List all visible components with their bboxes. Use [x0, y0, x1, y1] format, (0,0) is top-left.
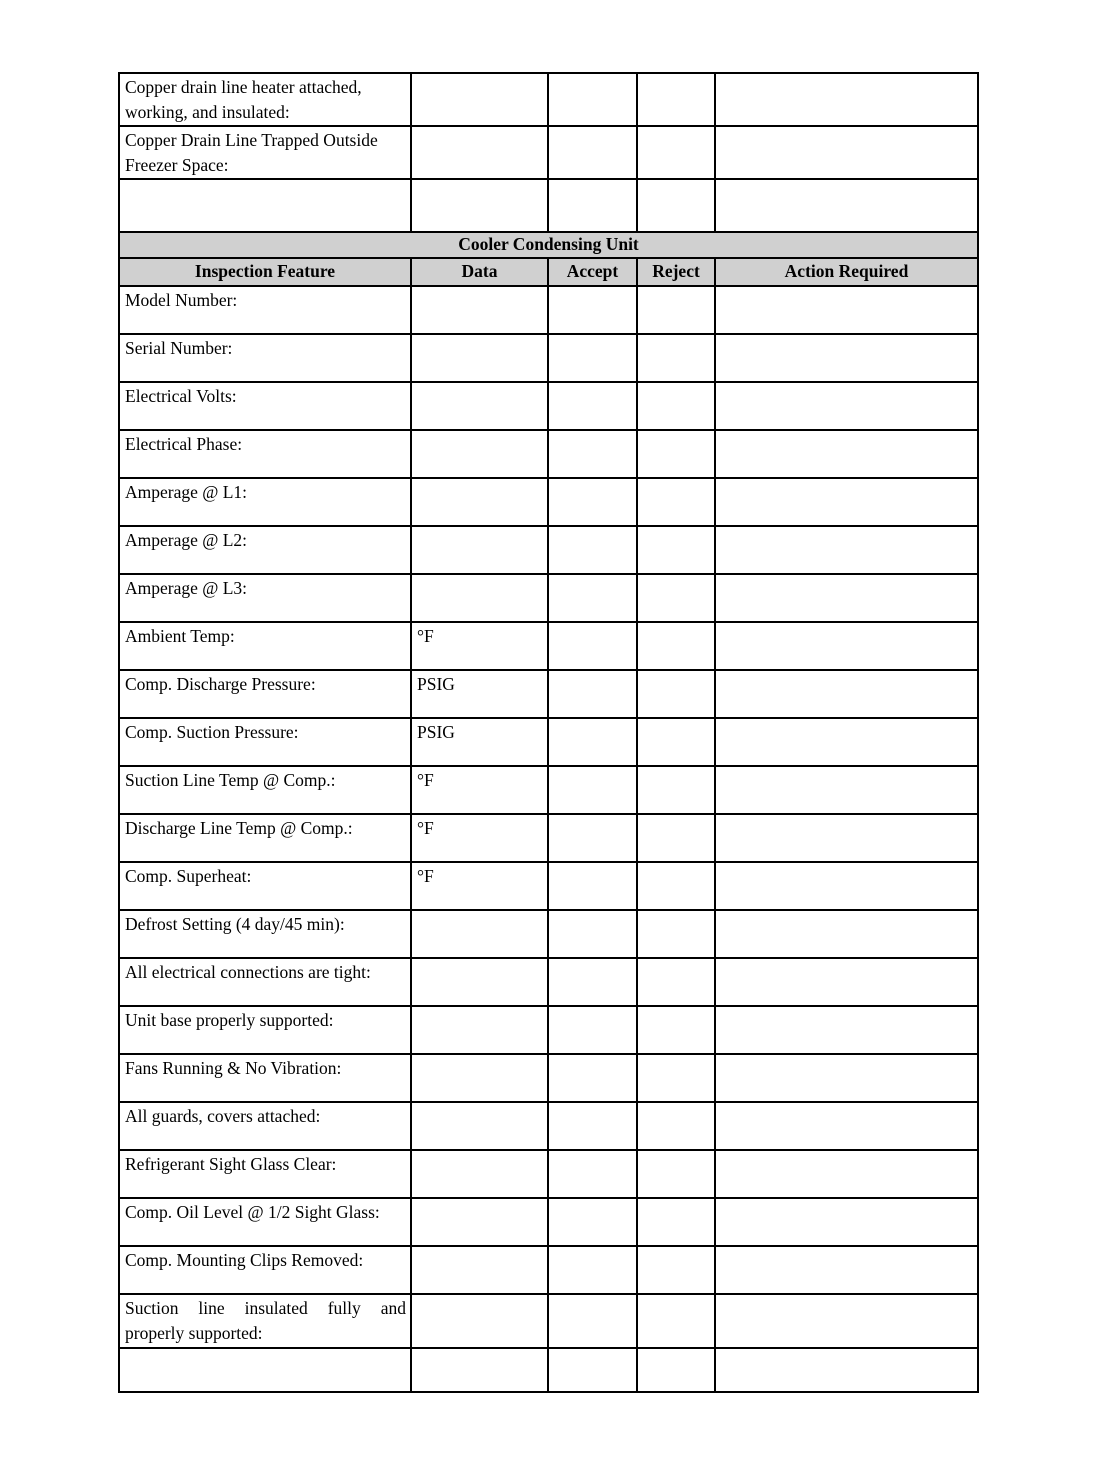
data-cell: [411, 430, 548, 478]
inspection-feature-cell: Comp. Mounting Clips Removed:: [119, 1246, 411, 1294]
accept-cell: [548, 1294, 637, 1348]
inspection-feature-cell: Serial Number:: [119, 334, 411, 382]
reject-cell: [637, 430, 715, 478]
table-row: [119, 1054, 978, 1102]
reject-cell: [637, 862, 715, 910]
accept-cell: [548, 910, 637, 958]
column-header-reject: Reject: [637, 258, 715, 286]
accept-cell: [548, 1102, 637, 1150]
section-band-row: [119, 232, 978, 258]
accept-cell: [548, 958, 637, 1006]
accept-cell: [548, 1198, 637, 1246]
reject-cell: [637, 179, 715, 232]
action-required-cell: [715, 910, 978, 958]
inspection-feature-cell: All electrical connections are tight:: [119, 958, 411, 1006]
inspection-feature-cell: Amperage @ L2:: [119, 526, 411, 574]
data-cell: [411, 526, 548, 574]
accept-cell: [548, 1006, 637, 1054]
accept-cell: [548, 718, 637, 766]
action-required-cell: [715, 286, 978, 334]
data-cell: [411, 179, 548, 232]
reject-cell: [637, 1150, 715, 1198]
action-required-cell: [715, 1006, 978, 1054]
data-cell: [411, 1006, 548, 1054]
accept-cell: [548, 179, 637, 232]
inspection-feature-cell: Ambient Temp:: [119, 622, 411, 670]
inspection-feature-cell: Comp. Suction Pressure:: [119, 718, 411, 766]
accept-cell: [548, 382, 637, 430]
inspection-feature-cell: All guards, covers attached:: [119, 1102, 411, 1150]
table-row: [119, 430, 978, 478]
accept-cell: [548, 73, 637, 126]
inspection-rows: [119, 286, 978, 1392]
table-row: [119, 1150, 978, 1198]
reject-cell: [637, 910, 715, 958]
inspection-feature-cell: Comp. Superheat:: [119, 862, 411, 910]
reject-cell: [637, 526, 715, 574]
table-row: [119, 73, 978, 126]
table-row: [119, 958, 978, 1006]
accept-cell: [548, 126, 637, 179]
action-required-cell: [715, 1102, 978, 1150]
reject-cell: [637, 478, 715, 526]
reject-cell: [637, 1294, 715, 1348]
accept-cell: [548, 862, 637, 910]
data-cell: [411, 1054, 548, 1102]
table-row: [119, 334, 978, 382]
column-header-action-required: Action Required: [715, 258, 978, 286]
data-cell: [411, 910, 548, 958]
reject-cell: [637, 334, 715, 382]
inspection-feature-cell: Unit base properly supported:: [119, 1006, 411, 1054]
accept-cell: [548, 1150, 637, 1198]
column-header-accept: Accept: [548, 258, 637, 286]
action-required-cell: [715, 126, 978, 179]
accept-cell: [548, 766, 637, 814]
data-cell: [411, 1150, 548, 1198]
action-required-cell: [715, 334, 978, 382]
column-header-inspection-feature: Inspection Feature: [119, 258, 411, 286]
reject-cell: [637, 1102, 715, 1150]
reject-cell: [637, 286, 715, 334]
reject-cell: [637, 574, 715, 622]
accept-cell: [548, 1054, 637, 1102]
data-cell: [411, 126, 548, 179]
inspection-feature-cell: Amperage @ L3:: [119, 574, 411, 622]
table-row: [119, 910, 978, 958]
inspection-feature-cell: Model Number:: [119, 286, 411, 334]
accept-cell: [548, 430, 637, 478]
action-required-cell: [715, 526, 978, 574]
action-required-cell: [715, 718, 978, 766]
accept-cell: [548, 670, 637, 718]
reject-cell: [637, 814, 715, 862]
accept-cell: [548, 286, 637, 334]
data-cell: °F: [411, 862, 548, 910]
table-row: [119, 718, 978, 766]
section-title: Cooler Condensing Unit: [119, 232, 978, 258]
table-row: [119, 478, 978, 526]
data-cell: °F: [411, 622, 548, 670]
reject-cell: [637, 718, 715, 766]
reject-cell: [637, 1348, 715, 1392]
data-cell: [411, 574, 548, 622]
reject-cell: [637, 1054, 715, 1102]
inspection-feature-cell: Fans Running & No Vibration:: [119, 1054, 411, 1102]
action-required-cell: [715, 1348, 978, 1392]
reject-cell: [637, 1246, 715, 1294]
action-required-cell: [715, 382, 978, 430]
data-cell: [411, 1294, 548, 1348]
section-header: [119, 232, 978, 286]
inspection-feature-cell: Suction line insulated fully and properly supported:: [119, 1294, 411, 1348]
reject-cell: [637, 382, 715, 430]
action-required-cell: [715, 430, 978, 478]
action-required-cell: [715, 73, 978, 126]
action-required-cell: [715, 622, 978, 670]
data-cell: [411, 958, 548, 1006]
accept-cell: [548, 334, 637, 382]
action-required-cell: [715, 670, 978, 718]
action-required-cell: [715, 1150, 978, 1198]
table-row: [119, 1102, 978, 1150]
inspection-feature-cell: [119, 179, 411, 232]
reject-cell: [637, 73, 715, 126]
inspection-feature-cell: Refrigerant Sight Glass Clear:: [119, 1150, 411, 1198]
action-required-cell: [715, 1246, 978, 1294]
data-cell: [411, 286, 548, 334]
accept-cell: [548, 622, 637, 670]
data-cell: [411, 73, 548, 126]
data-cell: °F: [411, 766, 548, 814]
table-row: [119, 1348, 978, 1392]
data-cell: [411, 478, 548, 526]
table-row: [119, 1294, 978, 1348]
action-required-cell: [715, 478, 978, 526]
data-cell: [411, 1348, 548, 1392]
inspection-feature-cell: Discharge Line Temp @ Comp.:: [119, 814, 411, 862]
inspection-feature-cell: Electrical Phase:: [119, 430, 411, 478]
table-row: [119, 1006, 978, 1054]
data-cell: [411, 1198, 548, 1246]
data-cell: PSIG: [411, 670, 548, 718]
table-row: [119, 574, 978, 622]
reject-cell: [637, 958, 715, 1006]
action-required-cell: [715, 862, 978, 910]
action-required-cell: [715, 1054, 978, 1102]
table-row: [119, 622, 978, 670]
pre-section-rows: [119, 73, 978, 232]
accept-cell: [548, 814, 637, 862]
table-row: [119, 179, 978, 232]
table-row: [119, 862, 978, 910]
action-required-cell: [715, 179, 978, 232]
action-required-cell: [715, 766, 978, 814]
accept-cell: [548, 1246, 637, 1294]
action-required-cell: [715, 574, 978, 622]
inspection-feature-cell: Amperage @ L1:: [119, 478, 411, 526]
data-cell: [411, 1102, 548, 1150]
table-row: [119, 126, 978, 179]
reject-cell: [637, 670, 715, 718]
table-row: [119, 1198, 978, 1246]
action-required-cell: [715, 814, 978, 862]
action-required-cell: [715, 1294, 978, 1348]
accept-cell: [548, 526, 637, 574]
reject-cell: [637, 766, 715, 814]
inspection-feature-cell: Suction Line Temp @ Comp.:: [119, 766, 411, 814]
data-cell: °F: [411, 814, 548, 862]
table-row: [119, 814, 978, 862]
reject-cell: [637, 1006, 715, 1054]
table-row: [119, 1246, 978, 1294]
reject-cell: [637, 622, 715, 670]
table-row: [119, 286, 978, 334]
inspection-feature-cell: Comp. Discharge Pressure:: [119, 670, 411, 718]
inspection-feature-cell: [119, 1348, 411, 1392]
data-cell: [411, 1246, 548, 1294]
reject-cell: [637, 126, 715, 179]
inspection-feature-cell: Defrost Setting (4 day/45 min):: [119, 910, 411, 958]
data-cell: [411, 382, 548, 430]
column-header-data: Data: [411, 258, 548, 286]
table-row: [119, 670, 978, 718]
table-row: [119, 526, 978, 574]
accept-cell: [548, 478, 637, 526]
inspection-feature-cell: Comp. Oil Level @ 1/2 Sight Glass:: [119, 1198, 411, 1246]
inspection-checklist-table: [118, 72, 979, 1393]
action-required-cell: [715, 958, 978, 1006]
inspection-feature-cell: Copper Drain Line Trapped Outside Freezer Space:: [119, 126, 411, 179]
inspection-feature-cell: Electrical Volts:: [119, 382, 411, 430]
table-row: [119, 766, 978, 814]
accept-cell: [548, 1348, 637, 1392]
data-cell: PSIG: [411, 718, 548, 766]
accept-cell: [548, 574, 637, 622]
action-required-cell: [715, 1198, 978, 1246]
column-header-row: [119, 258, 978, 286]
table-row: [119, 382, 978, 430]
data-cell: [411, 334, 548, 382]
reject-cell: [637, 1198, 715, 1246]
inspection-feature-cell: Copper drain line heater attached, working, and insulated:: [119, 73, 411, 126]
